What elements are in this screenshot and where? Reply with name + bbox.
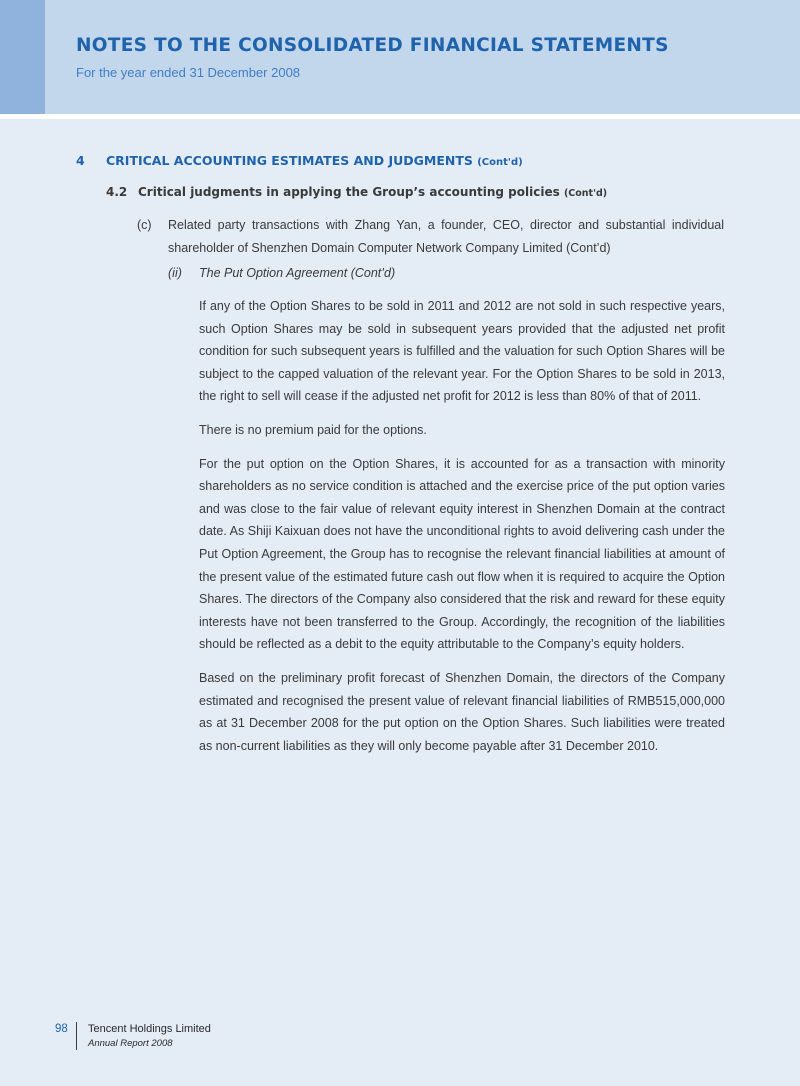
section-heading [76, 153, 523, 168]
subitem-title: The Put Option Agreement (Cont’d) [199, 266, 396, 280]
subitem-label: (ii) [168, 266, 182, 280]
subsection-heading [106, 185, 607, 199]
header-accent-bar [0, 0, 45, 114]
page-title: NOTES TO THE CONSOLIDATED FINANCIAL STATEMENTS [76, 35, 669, 56]
footer-report: Annual Report 2008 [88, 1038, 173, 1049]
paragraph: There is no premium paid for the options. [199, 422, 427, 437]
subsection-number: 4.2 [106, 185, 128, 199]
page-subtitle: For the year ended 31 December 2008 [76, 65, 301, 80]
subsection-title: Critical judgments in applying the Group’s accounting policies [138, 185, 560, 199]
footer-company: Tencent Holdings Limited [88, 1023, 211, 1035]
paragraph: For the put option on the Option Shares, it is accounted for as a transaction with minority shareholders as no service condition is attached and the exercise price of the put option varies and was close to the fair value of relevant equity interest in Shenzhen Domain at the contract date. As Shiji Kaixuan does not have the unconditional rights to avoid delivering cash under the Put Option Agreement, the Group has to recognise the relevant financial liabilities at amount of the present value of the estimated future cash out flow when it is required to acquire the Option Shares. The directors of the Company also considered that the risk and reward for these equity interests have not been transferred to the Group. Accordingly, the recognition of the liabilities should be reflected as a debit to the equity attributable to the Company’s equity holders. [199, 456, 725, 652]
section-title: CRITICAL ACCOUNTING ESTIMATES AND JUDGMENTS [106, 153, 473, 168]
paragraph: Based on the preliminary profit forecast of Shenzhen Domain, the directors of the Company estimated and recognised the present value of relevant financial liabilities of RMB515,000,000 as at 31 December 2008 for the put option on the Option Shares. Such liabilities were treated as non-current liabilities as they will only become payable after 31 December 2010. [199, 670, 725, 753]
footer-divider [76, 1022, 77, 1050]
subsection-cont-label: (Cont'd) [563, 188, 608, 199]
item-label: (c) [137, 218, 152, 232]
section-number: 4 [76, 153, 85, 168]
header-divider [0, 114, 800, 119]
page-number: 98 [55, 1023, 68, 1035]
section-cont-label: (Cont'd) [477, 157, 523, 168]
paragraph: If any of the Option Shares to be sold in 2011 and 2012 are not sold in such respective years, such Option Shares may be sold in subsequent years provided that the adjusted net profit condition for such subsequent years is fulfilled and the valuation for such Option Shares will be subject to the capped valuation of the relevant year. For the Option Shares to be sold in 2013, the right to sell will cease if the adjusted net profit for 2012 is less than 80% of that of 2011. [199, 299, 725, 404]
page-header [0, 0, 800, 114]
item-text: Related party transactions with Zhang Yan, a founder, CEO, director and substantial individual shareholder of Shenzhen Domain Computer Network Company Limited (Cont’d) [168, 218, 724, 255]
body-text [199, 295, 725, 768]
